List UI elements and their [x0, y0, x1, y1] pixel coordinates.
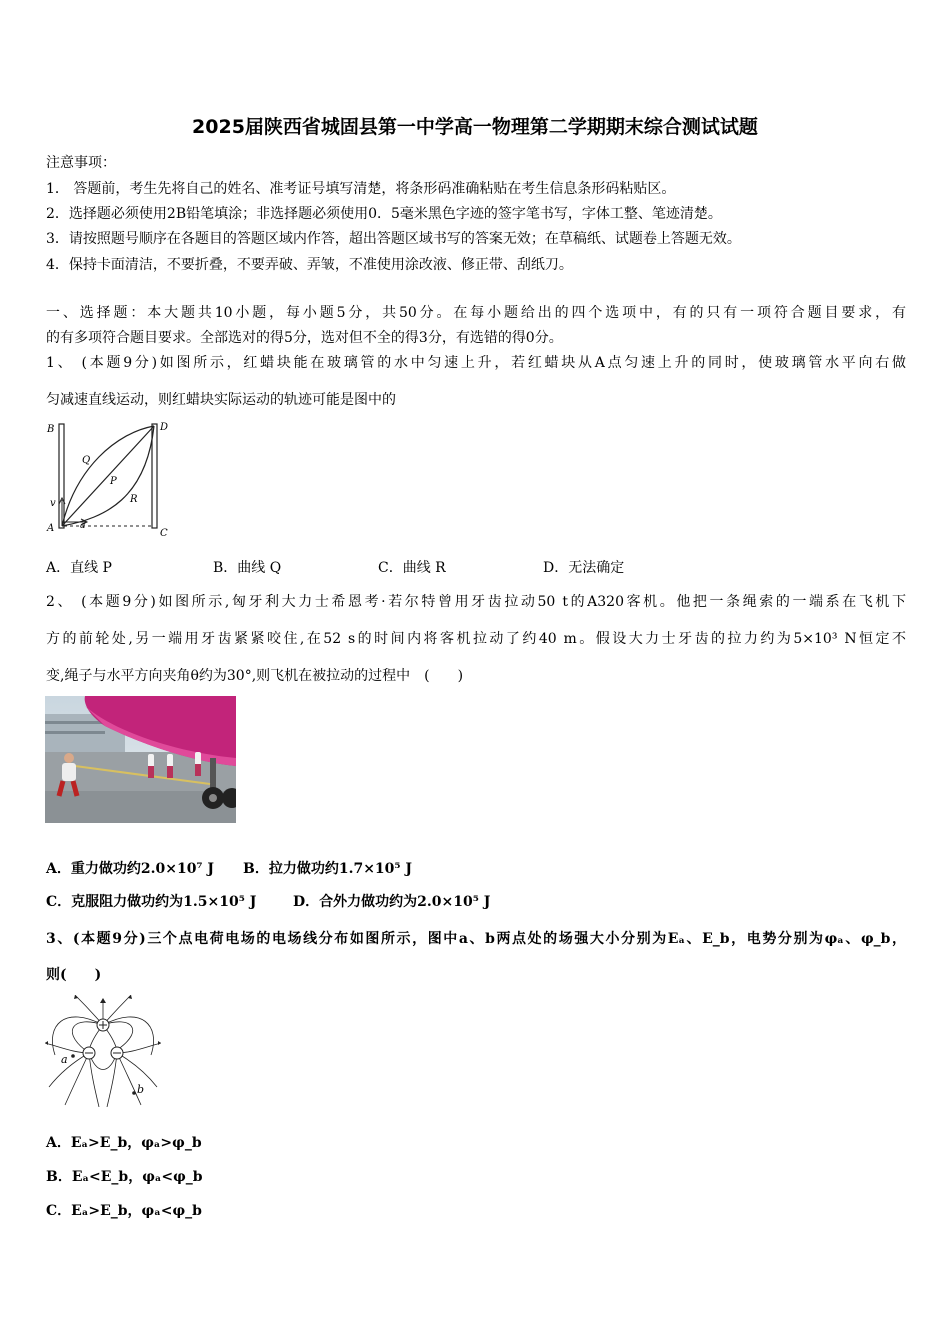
label-point-b: b: [137, 1083, 145, 1096]
airplane-pull-photo: [45, 696, 236, 823]
q2-option-a: A．重力做功约2.0×10⁷ J: [46, 861, 215, 877]
label-point-a: a: [61, 1053, 68, 1066]
electric-field-figure: [45, 995, 161, 1107]
trajectory-figure: [46, 418, 176, 543]
label-r: R: [130, 494, 138, 505]
notes-item-4: 4．保持卡面清洁，不要折叠，不要弄破、弄皱，不准使用涂改液、修正带、刮纸刀。: [46, 257, 573, 273]
q2-option-c: C．克服阻力做功约为1.5×10⁵ J: [46, 894, 257, 910]
notes-item-2: 2．选择题必须使用2B铅笔填涂；非选择题必须使用0．5毫米黑色字迹的签字笔书写，字体工整、笔迹清楚。: [46, 206, 722, 222]
q1-option-b: B．曲线 Q: [213, 560, 282, 576]
q1-option-a: A．直线 P: [46, 560, 112, 576]
label-d: D: [160, 422, 169, 433]
section-intro-line-1: 一、选择题：本大题共10小题，每小题5分，共50分。在每小题给出的四个选项中，有的只有一项符合题目要求，有: [46, 305, 906, 321]
page-title: 2025届陕西省城固县第一中学高一物理第二学期期末综合测试试题: [192, 116, 758, 138]
notes-item-1: 1． 答题前，考生先将自己的姓名、准考证号填写清楚，将条形码准确粘贴在考生信息条形码粘贴区。: [46, 181, 676, 197]
question-2-line-1: 2、 (本题9分)如图所示,匈牙利大力士希恩考·若尔特曾用牙齿拉动50 t的A320客机。他把一条绳索的一端系在飞机下: [46, 594, 906, 610]
question-3-line-1: 3、(本题9分)三个点电荷电场的电场线分布如图所示，图中a、b两点处的场强大小分别为Eₐ、E_b，电势分别为φₐ、φ_b，: [46, 931, 906, 947]
notes-item-3: 3．请按照题号顺序在各题目的答题区域内作答，超出答题区域书写的答案无效；在草稿纸、试题卷上答题无效。: [46, 231, 741, 247]
q3-option-b: B．Eₐ<E_b，φₐ<φ_b: [46, 1169, 203, 1185]
label-a-point: A: [47, 523, 55, 534]
label-v: v: [50, 498, 56, 509]
label-b: B: [47, 424, 55, 435]
label-c: C: [160, 528, 168, 539]
question-3-line-2: 则( ): [46, 967, 102, 983]
question-2-line-2: 方的前轮处,另一端用牙齿紧紧咬住,在52 s的时间内将客机拉动了约40 m。假设大力士牙齿的拉力约为5×10³ N恒定不: [46, 631, 906, 647]
q3-option-a: A．Eₐ>E_b，φₐ>φ_b: [46, 1135, 202, 1151]
q3-option-c: C．Eₐ>E_b，φₐ<φ_b: [46, 1203, 202, 1219]
question-1-line-2: 匀减速直线运动，则红蜡块实际运动的轨迹可能是图中的: [46, 392, 396, 408]
q1-option-c: C．曲线 R: [378, 560, 446, 576]
notes-heading: 注意事项：: [46, 155, 116, 171]
label-acceleration: a: [80, 521, 86, 531]
question-1-line-1: 1、 (本题9分)如图所示，红蜡块能在玻璃管的水中匀速上升，若红蜡块从A点匀速上升的同时，使玻璃管水平向右做: [46, 355, 906, 371]
section-intro-line-2: 的有多项符合题目要求。全部选对的得5分，选对但不全的得3分，有选错的得0分。: [46, 330, 563, 346]
question-2-line-3: 变,绳子与水平方向夹角θ约为30°,则飞机在被拉动的过程中 ( ): [46, 668, 464, 684]
label-p: P: [110, 476, 117, 487]
q1-option-d: D．无法确定: [543, 560, 625, 576]
q2-option-b: B．拉力做功约1.7×10⁵ J: [243, 861, 413, 877]
label-q: Q: [82, 455, 91, 466]
q2-option-d: D．合外力做功约为2.0×10⁵ J: [293, 894, 491, 910]
